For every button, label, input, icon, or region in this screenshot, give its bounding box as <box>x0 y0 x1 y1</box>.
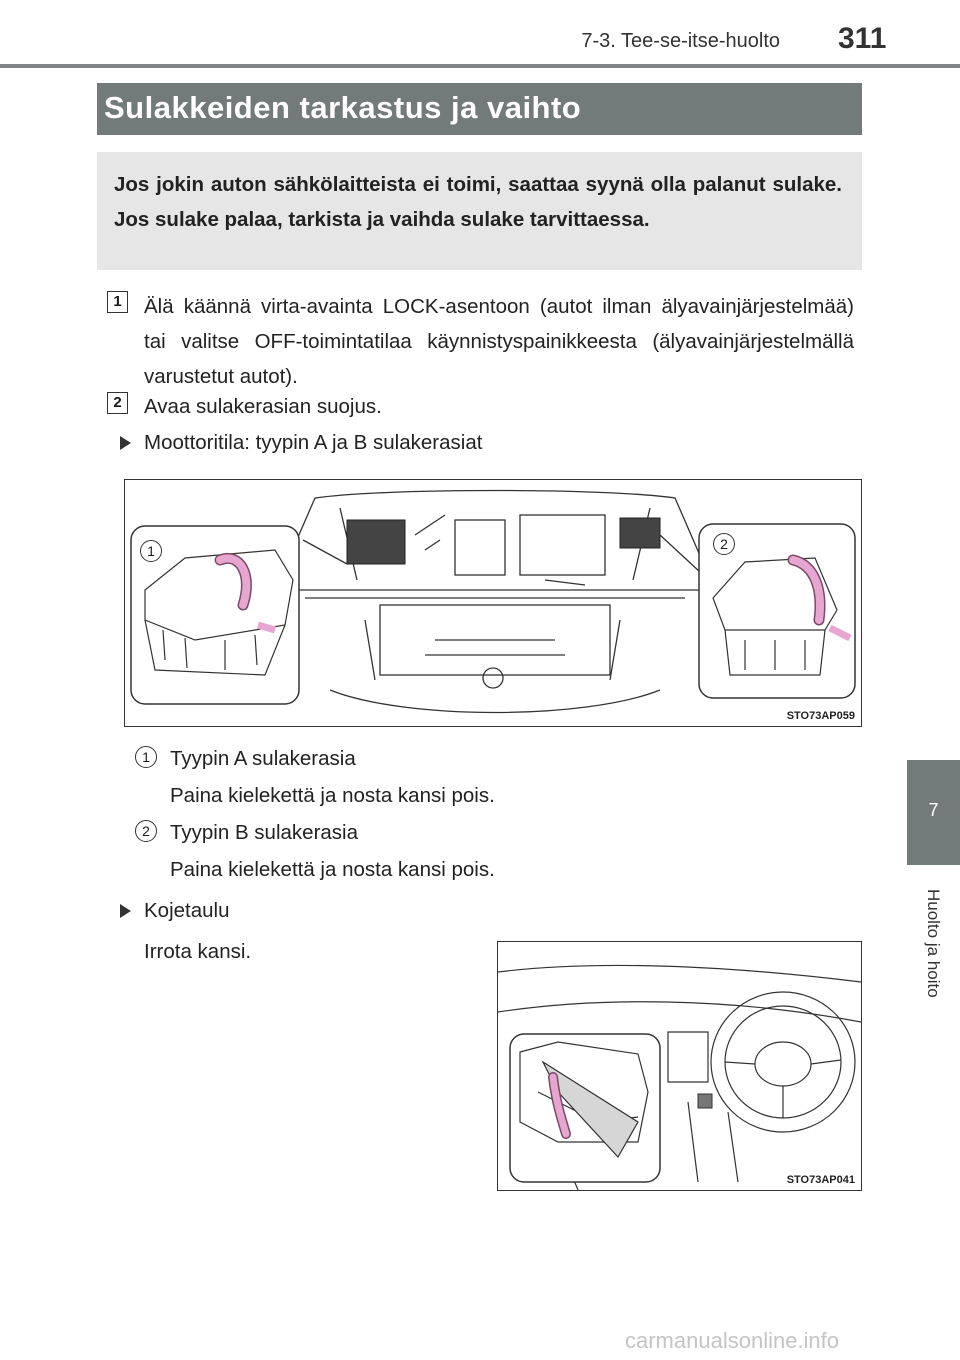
intro-text: Jos jokin auton sähkölaitteista ei toimi, saattaa syynä olla palanut sulake. Jos sulake palaa, tarkista ja vaihda sulake tarvittaessa. <box>114 173 842 231</box>
figure1-callout-2: 2 <box>713 533 735 555</box>
figure-engine-fuse-boxes <box>124 479 862 727</box>
dash-instruction: Irrota kansi. <box>144 940 252 963</box>
dash-bullet-text: Kojetaulu <box>144 899 230 922</box>
header-section: 7-3. Tee-se-itse-huolto <box>581 30 780 52</box>
engine-bay-illustration <box>125 480 861 726</box>
side-tab-number: 7 <box>928 800 939 820</box>
figure1-code: STO73AP059 <box>786 710 855 722</box>
page-title: Sulakkeiden tarkastus ja vaihto <box>104 90 582 125</box>
page-number: 311 <box>838 22 887 55</box>
step-2-text: Avaa sulakerasian suojus. <box>144 395 382 418</box>
bullet-triangle-icon <box>120 436 131 450</box>
header-rule <box>0 64 960 68</box>
callout-1-desc: Paina kielekettä ja nosta kansi pois. <box>170 784 495 807</box>
callout-2-marker: 2 <box>135 820 157 842</box>
watermark: carmanualsonline.info <box>625 1328 840 1353</box>
step-1-number: 1 <box>107 291 128 313</box>
figure-dashboard-fuse-box <box>497 941 862 1191</box>
side-tab-label-text: Huolto ja hoito <box>924 888 943 998</box>
engine-bullet-text: Moottoritila: tyypin A ja B sulakerasiat <box>144 431 483 454</box>
bullet-triangle-icon <box>120 904 131 918</box>
callout-1-title: Tyypin A sulakerasia <box>170 747 356 770</box>
step-2-number: 2 <box>107 392 128 414</box>
figure2-code: STO73AP041 <box>786 1174 855 1186</box>
step-1-text: Älä käännä virta-avainta LOCK-asentoon (autot ilman älyavainjärjestelmää) tai valitse OFF-toimintatilaa käynnistyspainikkeesta (älyavainjärjestelmällä varustetut autot). <box>144 295 854 388</box>
side-tab-label <box>908 873 958 1013</box>
figure1-callout-1: 1 <box>140 540 162 562</box>
callout-2-title: Tyypin B sulakerasia <box>170 821 359 844</box>
callout-1-marker: 1 <box>135 746 157 768</box>
callout-2-desc: Paina kielekettä ja nosta kansi pois. <box>170 858 495 881</box>
dashboard-illustration <box>498 942 861 1190</box>
